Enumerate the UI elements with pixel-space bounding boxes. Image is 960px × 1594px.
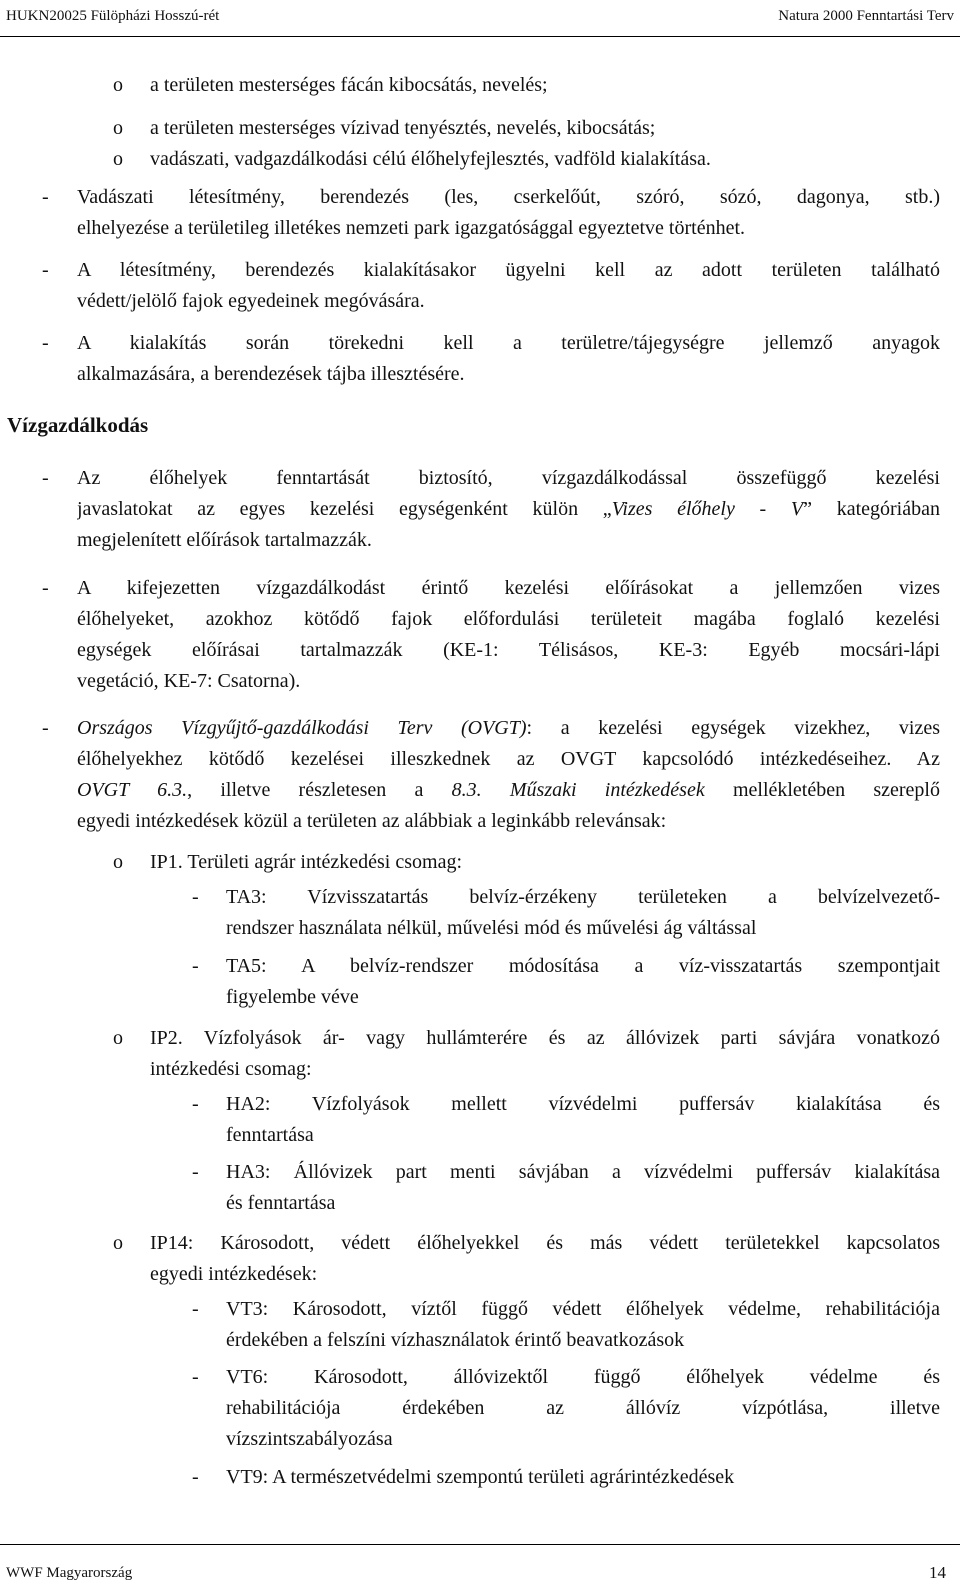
paragraph-line: megjelenített előírások tartalmazzák. [77,529,372,551]
bullet-marker: o [113,74,123,96]
paragraph-line: figyelembe véve [226,986,359,1008]
dash-marker: - [192,955,199,977]
text-run: mellékletében szereplő [704,779,940,801]
paragraph-line: HA3: Állóvizek part menti sávjában a vízvédelmi puffersáv kialakítása [226,1161,940,1183]
paragraph-line: élőhelyekhez kötődő kezelései illeszkednek az OVGT kapcsolódó intézkedéseihez. Az [77,748,940,770]
bullet-marker: o [113,1232,123,1254]
header-doc-title: Natura 2000 Fenntartási Terv [778,8,954,24]
text-run: : a kezelési egységek vizekhez, vizes [526,717,940,739]
dash-marker: - [42,259,49,281]
text-run-italic: 8.3. Műszaki intézkedések [451,779,705,801]
bullet-text: IP14: Károsodott, védett élőhelyekkel és más védett területekkel kapcsolatos [150,1232,940,1254]
paragraph-line: egyedi intézkedések közül a területen az alábbiak a leginkább relevánsak: [77,810,667,832]
dash-marker: - [42,717,49,739]
bullet-text: vadászati, vadgazdálkodási célú élőhelyfejlesztés, vadföld kialakítása. [150,148,711,170]
dash-marker: - [192,1298,199,1320]
paragraph-line: vízszintszabályozása [226,1428,393,1450]
paragraph-line: és fenntartása [226,1192,336,1214]
paragraph-line: VT6: Károsodott, állóvizektől függő élőhelyek védelme és [226,1366,940,1388]
paragraph-line: A kialakítás során törekedni kell a területre/tájegységre jellemző anyagok [77,332,940,354]
paragraph-line: érdekében a felszíni vízhasználatok érintő beavatkozások [226,1329,685,1351]
paragraph-line: Az élőhelyek fenntartását biztosító, vízgazdálkodással összefüggő kezelési [77,467,940,489]
paragraph-line: A létesítmény, berendezés kialakításakor ügyelni kell az adott területen található [77,259,940,281]
paragraph-line [77,716,940,740]
bullet-text: a területen mesterséges vízivad tenyésztés, nevelés, kibocsátás; [150,117,656,139]
paragraph-line: védett/jelölő fajok egyedeinek megóvására. [77,290,425,312]
dash-marker: - [192,1466,199,1488]
section-heading: Vízgazdálkodás [7,413,149,437]
bullet-text: IP2. Vízfolyások ár- vagy hullámterére és az állóvizek parti sávjára vonatkozó [150,1027,940,1049]
paragraph-line: rehabilitációja érdekében az állóvíz vízpótlása, illetve [226,1397,940,1419]
dash-marker: - [192,1161,199,1183]
text-run-italic: Országos Vízgyűjtő-gazdálkodási Terv (OVGT) [77,717,527,739]
dash-marker: - [192,1093,199,1115]
text-run: javaslatokat az egyes kezelési egységenként külön „ [77,498,612,520]
paragraph-line: egységek előírásai tartalmazzák (KE-1: Télisásos, KE-3: Egyéb mocsári-lápi [77,639,940,661]
dash-marker: - [42,577,49,599]
page-footer [0,1544,960,1594]
paragraph-line: fenntartása [226,1124,314,1146]
dash-marker: - [42,467,49,489]
paragraph-line: TA5: A belvíz-rendszer módosítása a víz-visszatartás szempontjait [226,955,940,977]
bullet-marker: o [113,851,123,873]
paragraph-line: A kifejezetten vízgazdálkodást érintő kezelési előírásokat a jellemzően vizes [77,577,940,599]
paragraph-line: rendszer használata nélkül, művelési mód és művelési ág váltással [226,917,757,939]
bullet-text: intézkedési csomag: [150,1058,312,1080]
paragraph-line: Vadászati létesítmény, berendezés (les, cserkelőút, szóró, sózó, dagonya, stb.) [77,186,940,208]
dash-marker: - [42,332,49,354]
paragraph-line: TA3: Vízvisszatartás belvíz-érzékeny területeken a belvízelvezető- [226,886,940,908]
page-header [0,0,960,37]
page-number: 14 [929,1563,946,1582]
footer-organization: WWF Magyarország [6,1565,133,1581]
bullet-text: IP1. Területi agrár intézkedési csomag: [150,851,463,873]
text-run: , illetve részletesen a [187,779,452,801]
paragraph-line: alkalmazására, a berendezések tájba illesztésére. [77,363,465,385]
bullet-marker: o [113,1027,123,1049]
bullet-marker: o [113,117,123,139]
paragraph-line: élőhelyeket, azokhoz kötődő fajok előfordulási területeit magába foglaló kezelési [77,608,940,630]
paragraph-line: HA2: Vízfolyások mellett vízvédelmi puffersáv kialakítása és [226,1093,940,1115]
bullet-text: egyedi intézkedések: [150,1263,318,1285]
paragraph-line: VT9: A természetvédelmi szempontú területi agrárintézkedések [226,1466,735,1488]
dash-marker: - [192,886,199,908]
paragraph-line: vegetáció, KE-7: Csatorna). [77,670,301,692]
paragraph-line [77,778,940,802]
text-run-italic: Vizes élőhely - V [611,498,804,520]
paragraph-line [77,497,940,521]
text-run-italic: OVGT 6.3. [77,779,188,801]
text-run: ” kategóriában [803,498,940,520]
paragraph-line: VT3: Károsodott, víztől függő védett élőhelyek védelme, rehabilitációja [226,1298,940,1320]
header-doc-id: HUKN20025 Fülöpházi Hosszú-rét [6,8,220,24]
bullet-text: a területen mesterséges fácán kibocsátás, nevelés; [150,74,548,96]
dash-marker: - [192,1366,199,1388]
dash-marker: - [42,186,49,208]
paragraph-line: elhelyezése a területileg illetékes nemzeti park igazgatósággal egyeztetve történhet. [77,217,746,239]
bullet-marker: o [113,148,123,170]
